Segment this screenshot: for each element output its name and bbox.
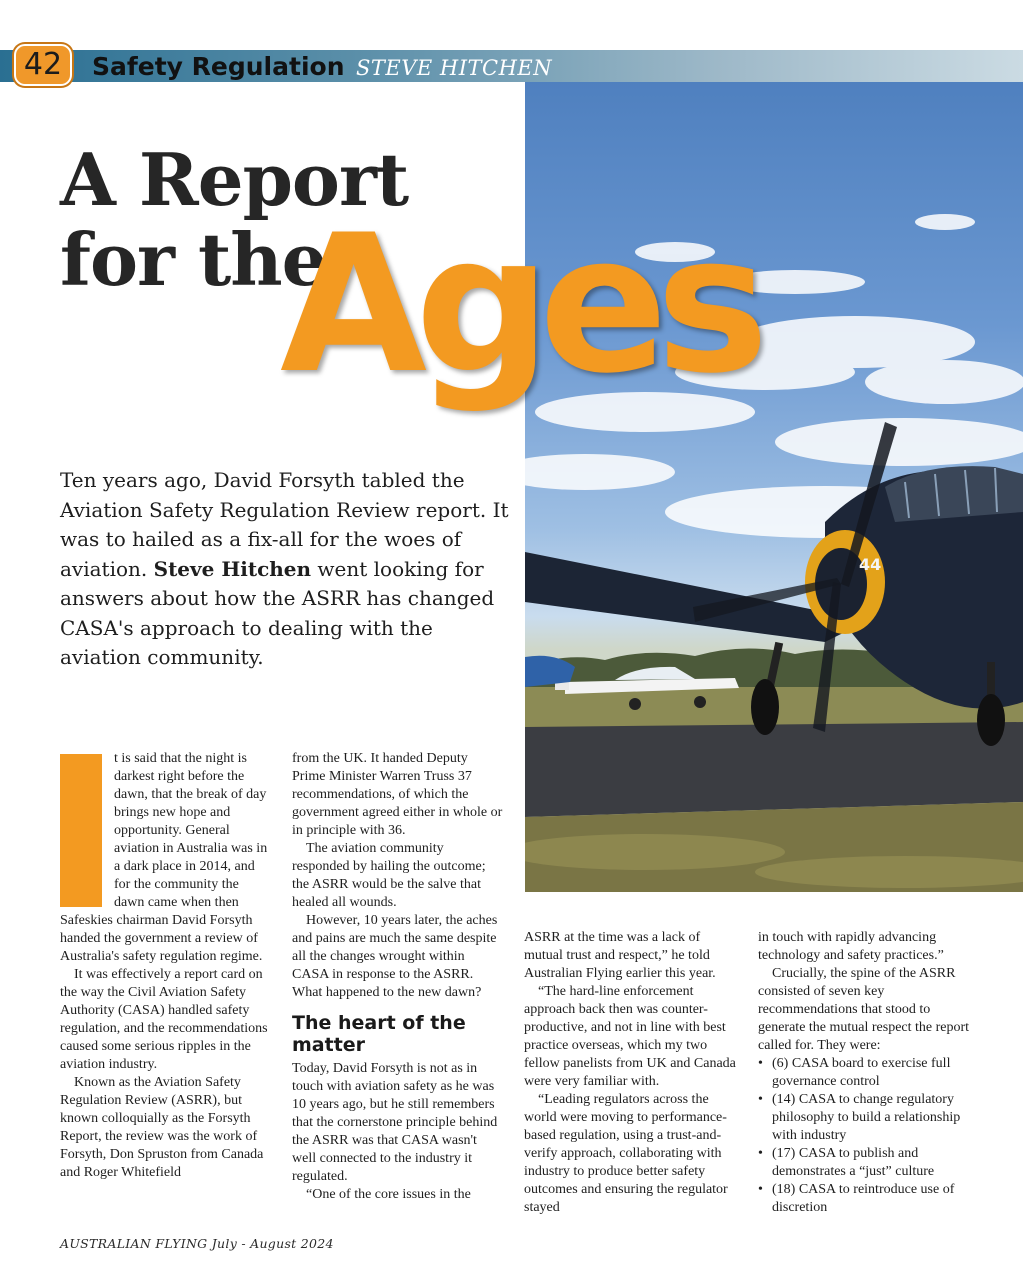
body-paragraph: The aviation community responded by hailing the outcome; the ASRR would be the salve that healed all wounds. xyxy=(292,841,486,910)
body-paragraph: “One of the core issues in the xyxy=(306,1187,471,1202)
body-column-2 xyxy=(292,750,504,1204)
headline-line-1: A Report xyxy=(60,137,409,222)
list-item: • (17) CASA to publish and demonstrates a “just” culture xyxy=(758,1145,970,1181)
body-paragraph: “The hard-line enforcement approach back then was counter-productive, and not in line with best practice overseas, which my two fellow panelists from UK and Canada were very familiar with. xyxy=(524,984,736,1089)
body-paragraph: “Leading regulators across the world were moving to performance-based regulation, using a trust-and-verify approach, collaborating with industry to produce better safety outcomes and ensuring the regulator stayed xyxy=(524,1092,728,1215)
body-paragraph: Known as the Aviation Safety Regulation Review (ASRR), but known colloquially as the Forsyth Report, the review was the work of Forsyth, Don Spruston from Canada and Roger Whitefield xyxy=(60,1075,264,1180)
body-paragraph: However, 10 years later, the aches and pains are much the same despite all the changes wrought within CASA in response to the ASRR. What happened to the new dawn? xyxy=(292,913,498,1000)
body-column-3 xyxy=(524,929,736,1217)
list-item: • (18) CASA to reintroduce use of discretion xyxy=(758,1181,970,1217)
standfirst-author: Steve Hitchen xyxy=(153,556,312,581)
body-column-1 xyxy=(60,750,272,1182)
recommendation-list xyxy=(758,1055,970,1217)
taxiway xyxy=(525,722,1023,817)
standfirst-text-1: Ten years ago, David Forsyth tabled the Aviation Safety Regulation Review report. It was to hailed as a fix-all for the woes of aviation. xyxy=(60,468,509,581)
body-paragraph: ASRR at the time was a lack of mutual trust and respect,” he told Australian Flying earlier this year. xyxy=(524,930,716,981)
footer-publication: AUSTRALIAN FLYING July - August 2024 xyxy=(60,1236,334,1251)
drop-cap xyxy=(60,754,102,907)
body-paragraph: from the UK. It handed Deputy Prime Minister Warren Truss 37 recommendations, of which the government agreed either in whole or in principle with 36. xyxy=(292,751,503,838)
body-column-4 xyxy=(758,929,970,1217)
subheading: The heart of the matter xyxy=(292,1012,466,1056)
headline-line-2: for the xyxy=(60,217,327,302)
body-paragraph: It was effectively a report card on the way the Civil Aviation Safety Authority (CASA) handled safety regulation, and the recommendations caused some serious ripples in the aviation industry. xyxy=(60,967,268,1072)
standfirst-text-2: went looking for answers about how the ASRR has changed CASA's approach to dealing with the aviation community. xyxy=(60,556,495,669)
aircraft-number: 44 xyxy=(859,555,882,574)
list-item: • (14) CASA to change regulatory philosophy to build a relationship with industry xyxy=(758,1091,970,1145)
body-paragraph: Today, David Forsyth is not as in touch with aviation safety as he was 10 years ago, but he still remembers that the cornerstone principle behind the ASRR was that CASA wasn't well connected to the industry it regulated. xyxy=(292,1061,498,1184)
author-byline: STEVE HITCHEN xyxy=(356,56,553,80)
section-title: Safety Regulation xyxy=(92,52,345,81)
body-paragraph: in touch with rapidly advancing technology and safety practices.” xyxy=(758,930,944,963)
body-paragraph: Crucially, the spine of the ASRR consisted of seven key recommendations that stood to generate the mutual respect the report called for. They were: xyxy=(758,966,970,1053)
page-number-badge: 42 xyxy=(14,44,72,86)
list-item: • (6) CASA board to exercise full governance control xyxy=(758,1055,970,1091)
standfirst xyxy=(60,466,510,673)
headline-big-word: Ages xyxy=(280,194,758,415)
body-paragraph: t is said that the night is darkest right before the dawn, that the break of day brings new hope and opportunity. General aviation in Australia was in a dark place in 2014, and for the community the dawn came when then Safeskies chairman David Forsyth handed the government a review of Australia's safety regulation regime. xyxy=(60,751,268,964)
